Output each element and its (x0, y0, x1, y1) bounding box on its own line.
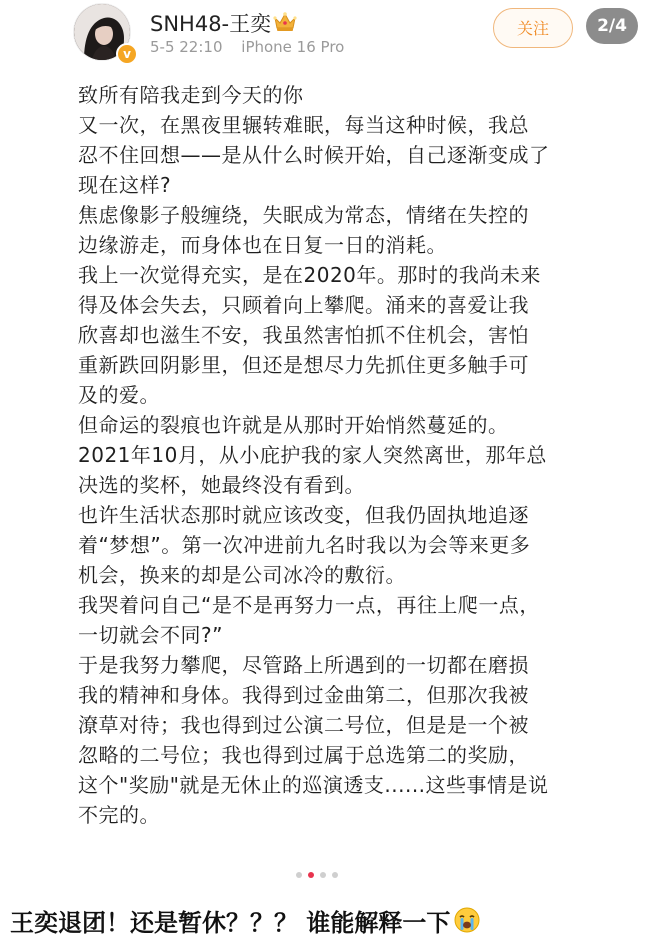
caption-text: 王奕退团！还是暂休？？？ 谁能解释一下 (10, 908, 451, 937)
post-line: 及的爱。 (78, 383, 160, 407)
post-line: 得及体会失去，只顾着向上攀爬。涌来的喜爱让我 (78, 293, 529, 317)
post-line: 决选的奖杯，她最终没有看到。 (78, 473, 365, 497)
post-line: 一切就会不同?” (78, 623, 223, 647)
post-date: 5-5 22:10 (150, 38, 223, 56)
post-line: 重新跌回阴影里，但还是想尽力先抓住更多触手可 (78, 353, 529, 377)
post-line: 2021年10月，从小庇护我的家人突然离世，那年总 (78, 443, 547, 467)
post-body (78, 80, 588, 830)
caption (0, 900, 650, 940)
post-line: 我上一次觉得充实，是在2020年。那时的我尚未来 (78, 263, 541, 287)
page-indicator: 2/4 (586, 8, 638, 44)
post-device: iPhone 16 Pro (241, 38, 345, 56)
post-line: 也许生活状态那时就应该改变，但我仍固执地追逐 (78, 503, 529, 527)
post-line: 机会，换来的却是公司冰冷的敷衍。 (78, 563, 406, 587)
post-line: 这个"奖励"就是无休止的巡演透支......这些事情是说 (78, 773, 549, 797)
post-line: 潦草对待；我也得到过公演二号位，但是是一个被 (78, 713, 529, 737)
verified-badge-icon: v (116, 43, 138, 65)
post-line: 致所有陪我走到今天的你 (78, 83, 304, 107)
follow-button[interactable]: 关注 (493, 8, 573, 48)
post-line: 焦虑像影子般缠绕，失眠成为常态，情绪在失控的 (78, 203, 529, 227)
post-line: 但命运的裂痕也许就是从那时开始悄然蔓延的。 (78, 413, 509, 437)
post-line: 忍不住回想——是从什么时候开始，自己逐渐变成了 (78, 143, 550, 167)
crown-icon (272, 10, 298, 32)
carousel-dot[interactable] (332, 872, 338, 878)
post-line: 不完的。 (78, 803, 160, 827)
loudly-crying-face-icon (454, 907, 480, 933)
username[interactable]: SNH48-王奕 (150, 12, 272, 36)
post-line: 于是我努力攀爬，尽管路上所遇到的一切都在磨损 (78, 653, 529, 677)
post-line: 着“梦想”。第一次冲进前九名时我以为会等来更多 (78, 533, 531, 557)
carousel-dots (296, 872, 338, 882)
post-line: 又一次，在黑夜里辗转难眠，每当这种时候，我总 (78, 113, 529, 137)
post-meta (150, 38, 344, 56)
carousel-dot[interactable] (308, 872, 314, 878)
post-line: 我的精神和身体。我得到过金曲第二，但那次我被 (78, 683, 529, 707)
post-line: 欣喜却也滋生不安，我虽然害怕抓不住机会，害怕 (78, 323, 529, 347)
carousel-dot[interactable] (320, 872, 326, 878)
post-line: 我哭着问自己“是不是再努力一点，再往上爬一点， (78, 593, 540, 617)
post-header (0, 0, 650, 70)
carousel-dot[interactable] (296, 872, 302, 878)
post-line: 现在这样? (78, 173, 172, 197)
post-line: 边缘游走，而身体也在日复一日的消耗。 (78, 233, 447, 257)
post-line: 忽略的二号位；我也得到过属于总选第二的奖励， (78, 743, 529, 767)
